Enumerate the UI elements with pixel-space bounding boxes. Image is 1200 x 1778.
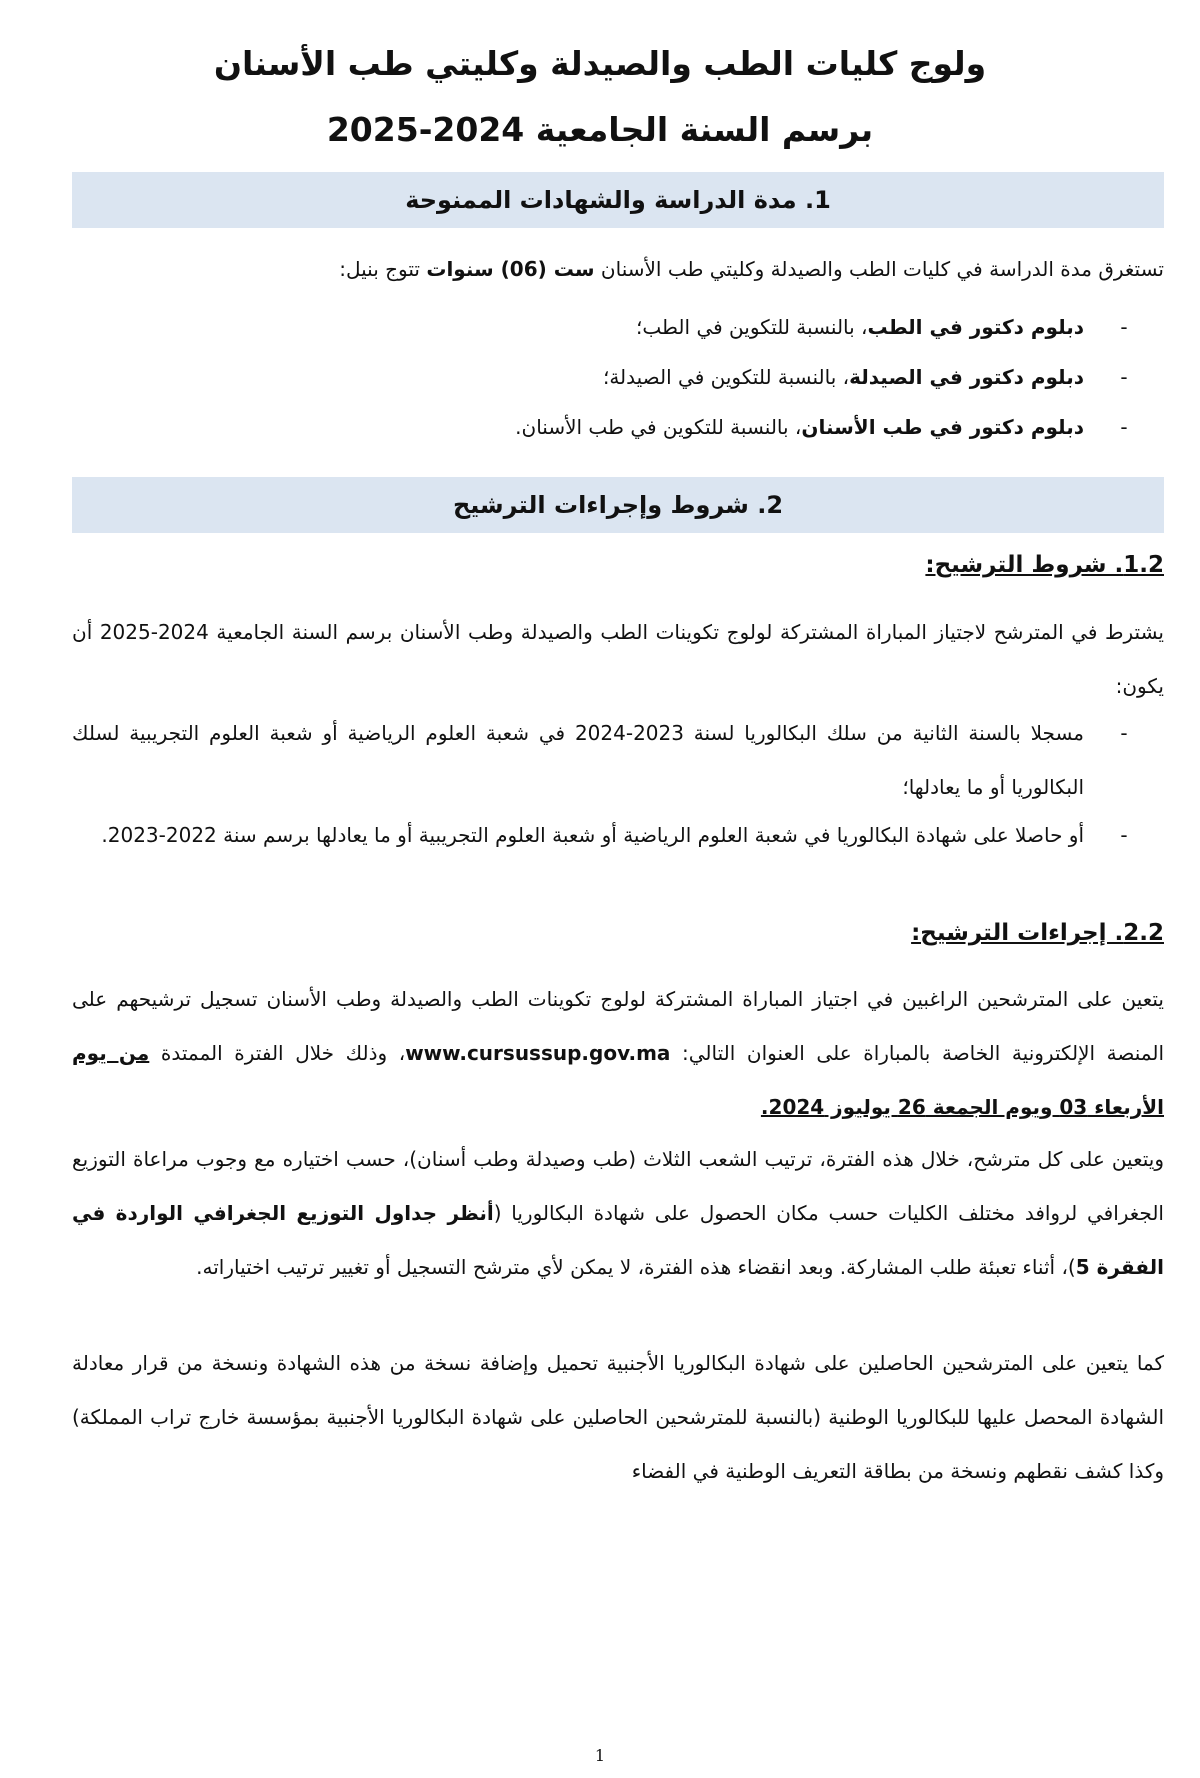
bullet-dash: -	[1120, 721, 1128, 745]
registration-text-a: يتعين على المترشحين الراغبين في اجتياز المباراة المشتركة لولوج تكوينات الطب والصيدلة وطب الأسنان تسجيل ترشيحهم على المنصة الإلكترونية الخاصة بالمباراة على العنوان التالي:	[72, 987, 1164, 1065]
bullet-dash: -	[1120, 315, 1128, 339]
platform-url-link[interactable]: www.cursussup.gov.ma	[405, 1041, 671, 1065]
diploma-title: دبلوم دكتور في الصيدلة	[849, 365, 1084, 389]
registration-text-b: ، وذلك خلال الفترة الممتدة	[149, 1041, 406, 1065]
subsection-2-2-heading: 2.2. إجراءات الترشيح:	[911, 920, 1164, 946]
bullet-dash: -	[1120, 415, 1128, 439]
diploma-description: ، بالنسبة للتكوين في طب الأسنان.	[515, 415, 802, 439]
diploma-item-dentistry	[72, 400, 1164, 454]
ranking-text-a: ويتعين على كل مترشح، خلال هذه الفترة، ترتيب الشعب الثلاث (طب وصيدلة وطب أسنان)، حسب اختياره مع وجوب مراعاة التوزيع الجغرافي لروافد مختلف الكليات حسب مكان الحصول على شهادة البكالوريا (	[72, 1147, 1164, 1225]
registration-paragraph	[72, 972, 1164, 1134]
section-2-heading: 2. شروط وإجراءات الترشيح	[72, 477, 1164, 533]
condition-text: مسجلا بالسنة الثانية من سلك البكالوريا لسنة 2023-2024 في شعبة العلوم الرياضية أو شعبة العلوم التجريبية لسلك البكالوريا أو ما يعادلها؛	[72, 721, 1085, 799]
section-1-intro	[72, 242, 1164, 296]
foreign-bac-paragraph: كما يتعين على المترشحين الحاصلين على شهادة البكالوريا الأجنبية تحميل وإضافة نسخة من هذه الشهادة ونسخة من قرار معادلة الشهادة المحصل عليها للبكالوريا الوطنية (بالنسبة للمترشحين الحاصلين على شهادة البكالوريا الأجنبية بمؤسسة خارج تراب المملكة) وكذا كشف نقطهم ونسخة من بطاقة التعريف الوطنية في الفضاء	[72, 1351, 1164, 1483]
diploma-item-medicine	[72, 300, 1164, 354]
registration-period: من يوم الأربعاء 03 ويوم الجمعة 26 يوليوز 2024.	[72, 1041, 1164, 1119]
ranking-reference: أنظر جداول التوزيع الجغرافي الواردة في الفقرة 5	[72, 1201, 1164, 1279]
section-1-heading: 1. مدة الدراسة والشهادات الممنوحة	[72, 172, 1164, 228]
document-title-line-1: ولوج كليات الطب والصيدلة وكليتي طب الأسنان	[213, 44, 987, 83]
diploma-description: ، بالنسبة للتكوين في الطب؛	[636, 315, 868, 339]
diploma-item-pharmacy	[72, 350, 1164, 404]
ranking-text-c: )، أثناء تعبئة طلب المشاركة. وبعد انقضاء هذه الفترة، لا يمكن لأي مترشح التسجيل أو تغيير ترتيب اختياراته.	[196, 1255, 1076, 1279]
intro-text-c: تتوج بنيل:	[339, 257, 427, 281]
bullet-dash: -	[1120, 365, 1128, 389]
diploma-title: دبلوم دكتور في طب الأسنان	[801, 415, 1084, 439]
ranking-paragraph	[72, 1132, 1164, 1294]
subsection-2-1-heading: 1.2. شروط الترشيح:	[925, 552, 1164, 578]
diploma-description: ، بالنسبة للتكوين في الصيدلة؛	[602, 365, 850, 389]
subsection-2-1-paragraph: يشترط في المترشح لاجتياز المباراة المشتركة لولوج تكوينات الطب والصيدلة وطب الأسنان برسم السنة الجامعية 2024-2025 أن يكون:	[72, 620, 1164, 698]
condition-item-holder	[72, 808, 1164, 862]
intro-duration: ست (06) سنوات	[426, 257, 595, 281]
condition-item-enrolled	[72, 706, 1164, 814]
page-number: 1	[594, 1746, 606, 1765]
intro-text-a: تستغرق مدة الدراسة في كليات الطب والصيدلة وكليتي طب الأسنان	[594, 257, 1164, 281]
condition-text: أو حاصلا على شهادة البكالوريا في شعبة العلوم الرياضية أو شعبة العلوم التجريبية أو ما يعادلها برسم سنة 2022-2023.	[101, 823, 1084, 847]
document-title-line-2: برسم السنة الجامعية 2024-2025	[326, 110, 874, 149]
diploma-title: دبلوم دكتور في الطب	[867, 315, 1084, 339]
bullet-dash: -	[1120, 823, 1128, 847]
